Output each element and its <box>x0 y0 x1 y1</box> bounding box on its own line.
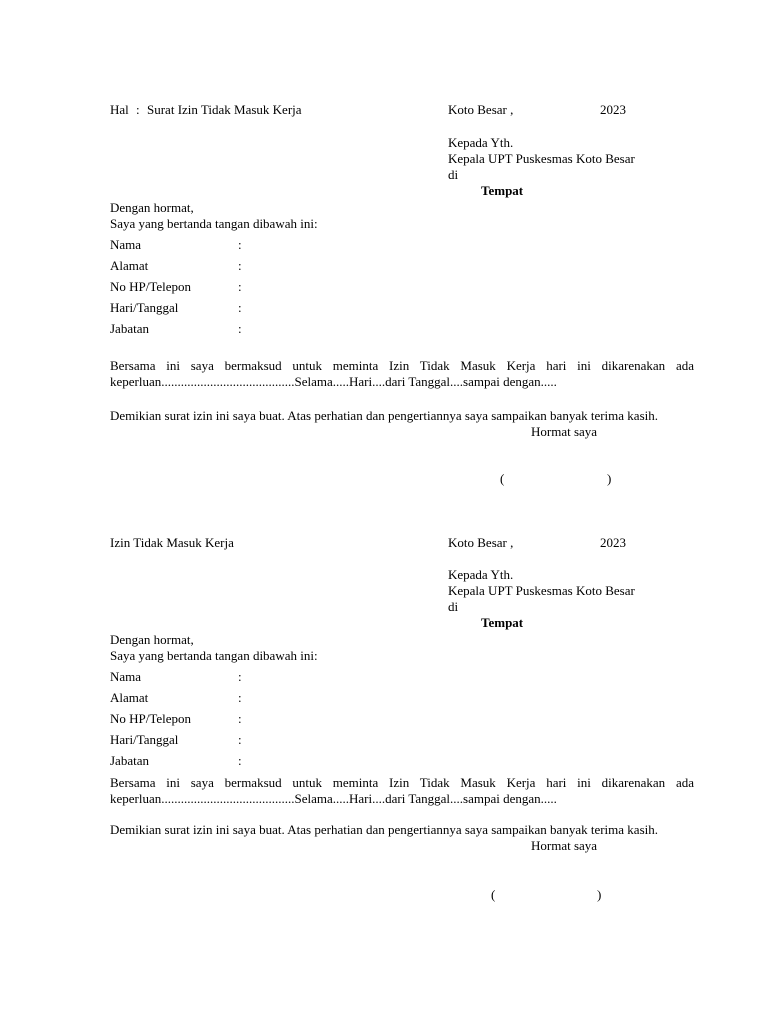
regards: Hormat saya <box>531 838 598 853</box>
intro: Saya yang bertanda tangan dibawah ini: <box>110 216 318 231</box>
body-line-2: keperluan.........................................Selama.....Hari....dari Tanggal....sampai dengan..... <box>110 374 557 389</box>
field-colon: : <box>238 690 242 705</box>
recipient-line-1: Kepada Yth. <box>448 567 514 582</box>
subject-label: Hal <box>110 102 129 117</box>
greeting: Dengan hormat, <box>110 632 194 647</box>
field-colon: : <box>238 258 242 273</box>
recipient-line-2: Kepala UPT Puskesmas Koto Besar <box>448 151 635 166</box>
field-colon: : <box>238 237 242 252</box>
recipient-place: Tempat <box>481 615 524 630</box>
field-label: Hari/Tanggal <box>110 732 179 747</box>
recipient-line-3: di <box>448 167 459 182</box>
closing: Demikian surat izin ini saya buat. Atas perhatian dan pengertiannya saya sampaikan banyak terima kasih. <box>110 822 658 837</box>
greeting: Dengan hormat, <box>110 200 194 215</box>
field-colon: : <box>238 321 242 336</box>
subject-text: Izin Tidak Masuk Kerja <box>110 535 234 550</box>
field-colon: : <box>238 279 242 294</box>
year: 2023 <box>600 102 626 117</box>
signature-open-paren: ( <box>500 471 505 486</box>
body-line-1: Bersama ini saya bermaksud untuk meminta Izin Tidak Masuk Kerja hari ini dikarenakan ada <box>110 358 694 373</box>
subject-colon: : <box>136 102 140 117</box>
field-label: Jabatan <box>110 321 149 336</box>
subject-text: Surat Izin Tidak Masuk Kerja <box>147 102 302 117</box>
place-date: Koto Besar , <box>448 535 514 550</box>
field-colon: : <box>238 711 242 726</box>
field-label: Nama <box>110 669 142 684</box>
recipient-line-1: Kepada Yth. <box>448 135 514 150</box>
regards: Hormat saya <box>531 424 598 439</box>
signature-open-paren: ( <box>491 887 496 902</box>
field-label: Hari/Tanggal <box>110 300 179 315</box>
field-label: Alamat <box>110 690 149 705</box>
signature-close-paren: ) <box>607 471 612 486</box>
intro: Saya yang bertanda tangan dibawah ini: <box>110 648 318 663</box>
place-date: Koto Besar , <box>448 102 514 117</box>
field-label: Nama <box>110 237 142 252</box>
field-label: No HP/Telepon <box>110 711 192 726</box>
field-label: Alamat <box>110 258 149 273</box>
field-colon: : <box>238 669 242 684</box>
field-label: No HP/Telepon <box>110 279 192 294</box>
body-line-2: keperluan.........................................Selama.....Hari....dari Tanggal....sampai dengan..... <box>110 791 557 806</box>
year: 2023 <box>600 535 626 550</box>
signature-close-paren: ) <box>597 887 602 902</box>
field-colon: : <box>238 732 242 747</box>
field-label: Jabatan <box>110 753 149 768</box>
field-colon: : <box>238 300 242 315</box>
field-colon: : <box>238 753 242 768</box>
body-line-1: Bersama ini saya bermaksud untuk meminta Izin Tidak Masuk Kerja hari ini dikarenakan ada <box>110 775 694 790</box>
closing: Demikian surat izin ini saya buat. Atas perhatian dan pengertiannya saya sampaikan banyak terima kasih. <box>110 408 658 423</box>
recipient-line-3: di <box>448 599 459 614</box>
recipient-line-2: Kepala UPT Puskesmas Koto Besar <box>448 583 635 598</box>
recipient-place: Tempat <box>481 183 524 198</box>
